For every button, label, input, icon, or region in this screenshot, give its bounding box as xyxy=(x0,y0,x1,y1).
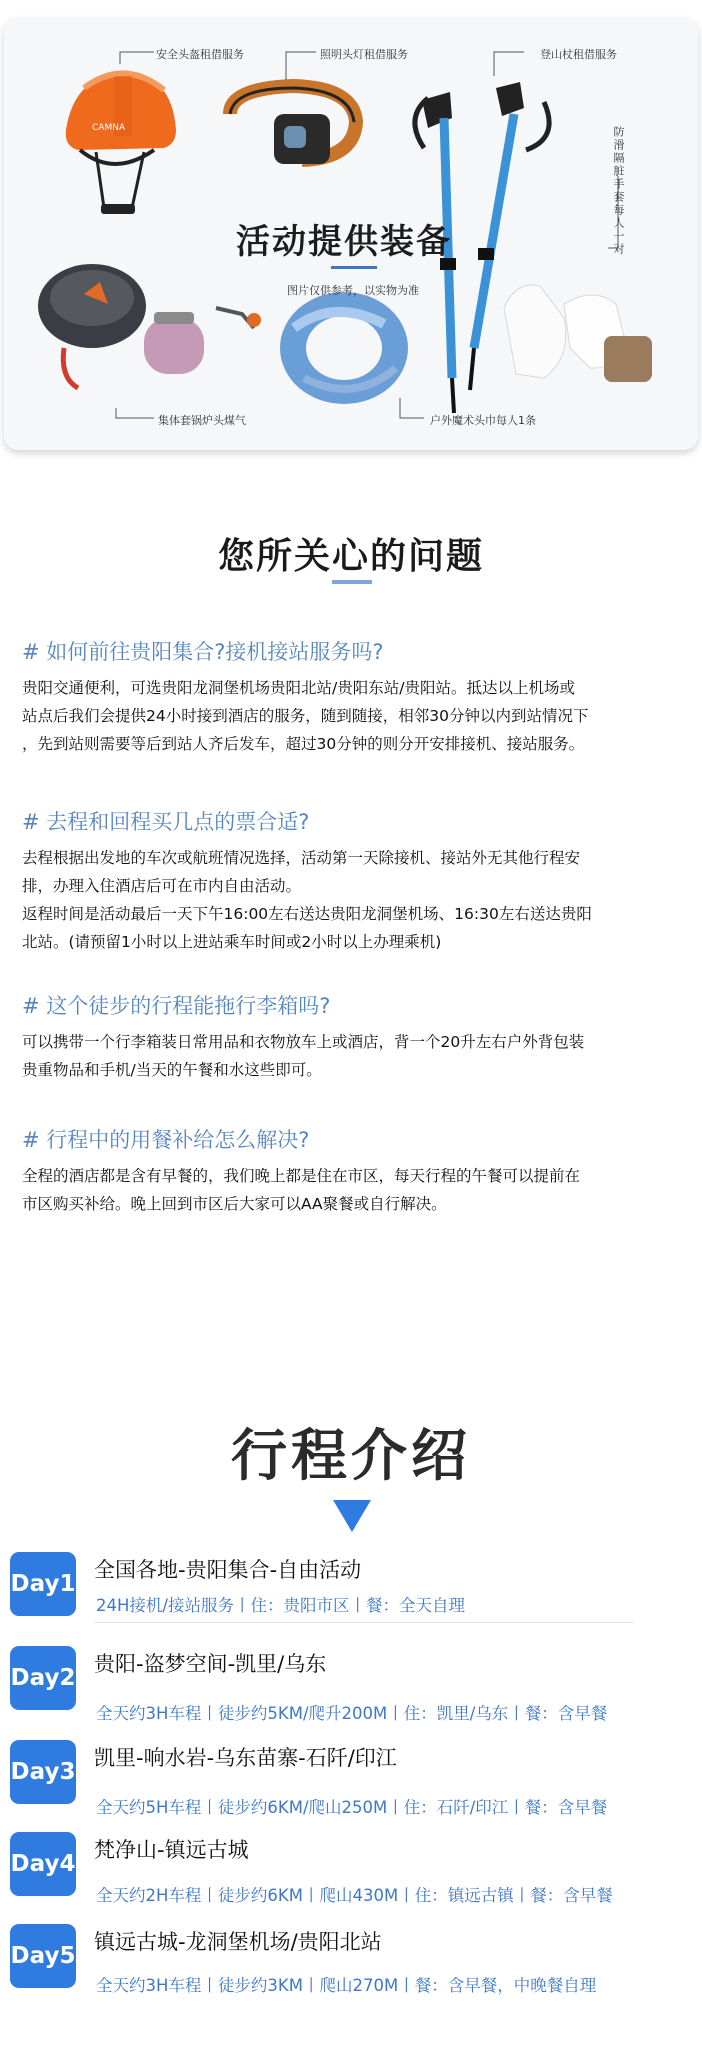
faq-answer xyxy=(22,1162,690,1218)
day-title: 梵净山-镇远古城 xyxy=(94,1838,249,1862)
day-title: 镇远古城-龙洞堡机场/贵阳北站 xyxy=(94,1930,382,1954)
faq-answer-line: 贵重物品和手机/当天的午餐和水这些即可。 xyxy=(22,1061,322,1079)
day-badge: Day5 xyxy=(10,1924,76,1988)
faq-answer xyxy=(22,1028,690,1084)
day-detail: 24H接机/接站服务丨住：贵阳市区丨餐：全天自理 xyxy=(96,1596,465,1615)
equipment-note: 图片仅供参考，以实物为准 xyxy=(287,284,419,297)
faq-question: # 如何前往贵阳集合?接机接站服务吗? xyxy=(22,640,384,664)
faq-question: # 这个徒步的行程能拖行李箱吗? xyxy=(22,994,331,1018)
day-title: 凯里-响水岩-乌东苗寨-石阡/印江 xyxy=(94,1746,397,1770)
faq-question: # 行程中的用餐补给怎么解决? xyxy=(22,1128,310,1152)
faq-answer-line: 可以携带一个行李箱装日常用品和衣物放车上或酒店，背一个20升左右户外背包装 xyxy=(22,1033,585,1051)
stove-label: 集体套锅炉头煤气 xyxy=(158,414,246,427)
cooking-set-image xyxy=(38,264,261,388)
faq-answer-line: 排，办理入住酒店后可在市内自由活动。 xyxy=(22,877,302,895)
equipment-title: 活动提供装备 xyxy=(236,222,452,262)
faq-answer-line: ，先到站则需要等后到站人齐后发车，超过30分钟的则分开安排接机、接站服务。 xyxy=(22,735,585,753)
gloves-label: 防滑隔脏手套每人一对 xyxy=(612,126,625,256)
faq-answer-line: 去程根据出发地的车次或航班情况选择，活动第一天除接机、接站外无其他行程安 xyxy=(22,849,581,867)
helmet-brand: CAMNA xyxy=(92,123,126,133)
helmet-image xyxy=(66,72,176,214)
buff-image xyxy=(280,292,408,404)
faq-answer-line: 贵阳交通便利，可选贵阳龙洞堡机场贵阳北站/贵阳东站/贵阳站。抵达以上机场或 xyxy=(22,679,575,697)
faq-answer-line: 返程时间是活动最后一天下午16:00左右送达贵阳龙洞堡机场、16:30左右送达贵阳 xyxy=(22,905,592,923)
day-divider xyxy=(94,1622,634,1623)
itinerary-title: 行程介绍 xyxy=(231,1424,471,1489)
faq-answer xyxy=(22,844,690,956)
faq-answer-line: 站点后我们会提供24小时接到酒店的服务，随到随接，相邻30分钟以内到站情况下 xyxy=(22,707,589,725)
faq-title: 您所关心的问题 xyxy=(217,536,484,577)
faq-answer-line: 北站。(请预留1小时以上进站乘车时间或2小时以上办理乘机) xyxy=(22,933,442,951)
day-badge: Day2 xyxy=(10,1646,76,1710)
equipment-title-bar xyxy=(331,266,377,269)
day-badge: Day3 xyxy=(10,1740,76,1804)
faq-answer xyxy=(22,674,690,758)
headlamp-label: 照明头灯租借服务 xyxy=(320,48,408,61)
day-badge: Day1 xyxy=(10,1552,76,1616)
day-detail: 全天约5H车程丨徒步约6KM/爬山250M丨住：石阡/印江丨餐：含早餐 xyxy=(96,1798,608,1817)
day-detail: 全天约3H车程丨徒步约3KM丨爬山270M丨餐：含早餐，中晚餐自理 xyxy=(96,1976,597,1995)
buff-label: 户外魔术头巾每人1条 xyxy=(430,414,536,427)
day-title: 贵阳-盗梦空间-凯里/乌东 xyxy=(94,1652,327,1676)
faq-answer-line: 市区购买补给。晚上回到市区后大家可以AA聚餐或自行解决。 xyxy=(22,1195,447,1213)
faq-title-underline xyxy=(332,580,372,584)
helmet-label: 安全头盔租借服务 xyxy=(156,48,244,61)
day-title: 全国各地-贵阳集合-自由活动 xyxy=(94,1558,362,1582)
down-arrow-icon xyxy=(333,1500,371,1532)
day-detail: 全天约3H车程丨徒步约5KM/爬升200M丨住：凯里/乌东丨餐：含早餐 xyxy=(96,1704,608,1723)
headlamp-image xyxy=(230,86,356,164)
poles-label: 登山杖租借服务 xyxy=(540,48,617,61)
faq-answer-line: 全程的酒店都是含有早餐的，我们晚上都是住在市区，每天行程的午餐可以提前在 xyxy=(22,1167,581,1185)
day-detail: 全天约2H车程丨徒步约6KM丨爬山430M丨住：镇远古镇丨餐：含早餐 xyxy=(96,1886,613,1905)
faq-question: # 去程和回程买几点的票合适? xyxy=(22,810,310,834)
day-badge: Day4 xyxy=(10,1832,76,1896)
equipment-card xyxy=(4,18,698,450)
gloves-image xyxy=(504,285,652,382)
